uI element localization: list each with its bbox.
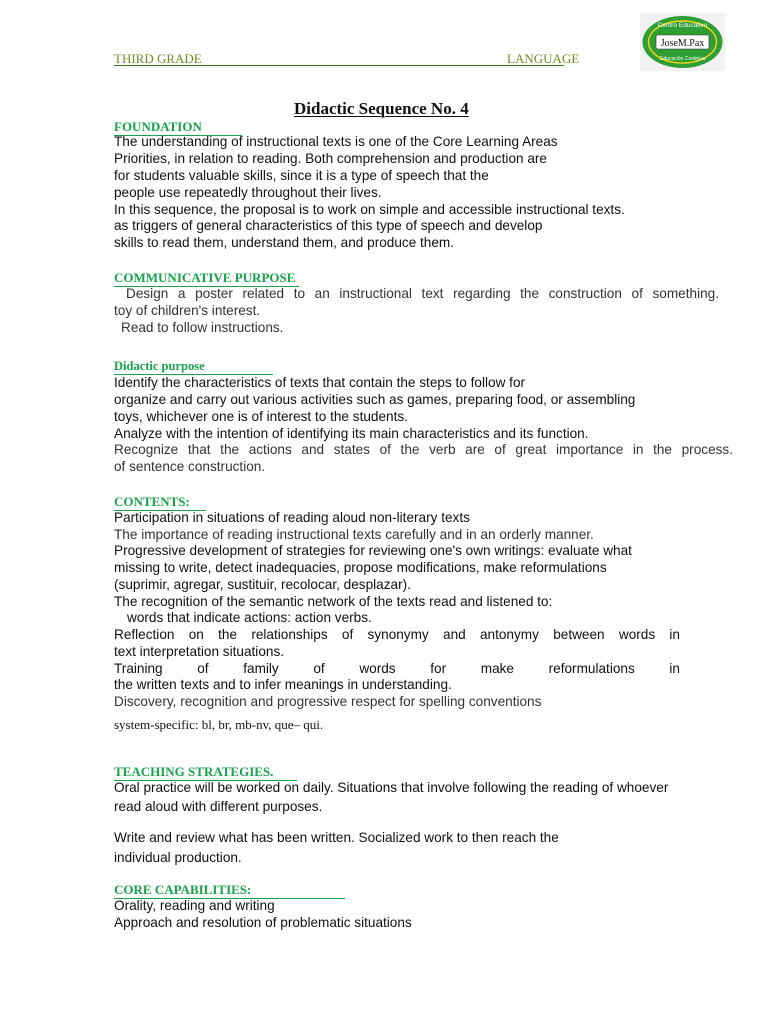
communicative-purpose-heading: COMMUNICATIVE PURPOSE	[114, 270, 299, 287]
didactic-purpose-line: organize and carry out various activities such as games, preparing food, or assembling	[114, 392, 636, 407]
foundation-line: as triggers of general characteristics of this type of speech and develop	[114, 218, 543, 233]
foundation-line: The understanding of instructional texts is one of the Core Learning Areas	[114, 134, 558, 149]
school-logo	[640, 13, 725, 71]
didactic-purpose-line: Recognize that the actions and states of the verb are of great importance in the process.	[114, 442, 733, 457]
contents-line: Participation in situations of reading aloud non-literary texts	[114, 510, 470, 525]
teaching-strategies-line: individual production.	[114, 850, 242, 865]
core-capabilities-heading: CORE CAPABILITIES:	[114, 882, 345, 899]
didactic-purpose-line: of sentence construction.	[114, 459, 266, 474]
grade-label: THIRD GRADE	[114, 51, 202, 66]
contents-line: Discovery, recognition and progressive respect for spelling conventions	[114, 694, 542, 709]
contents-line: text interpretation situations.	[114, 644, 285, 659]
contents-line: Reflection on the relationships of synonymy and antonymy between words in	[114, 627, 680, 642]
teaching-strategies-heading: TEACHING STRATEGIES.	[114, 764, 297, 781]
core-capabilities-line: Approach and resolution of problematic situations	[114, 915, 412, 930]
didactic-purpose-line: toys, whichever one is of interest to the students.	[114, 409, 408, 424]
teaching-strategies-line: read aloud with different purposes.	[114, 799, 323, 814]
contents-heading: CONTENTS:	[114, 494, 206, 511]
didactic-purpose-line: Analyze with the intention of identifying its main characteristics and its function.	[114, 426, 589, 441]
teaching-strategies-line: Write and review what has been written. Socialized work to then reach the	[114, 830, 559, 845]
logo-bottom-text: Educación Continua	[660, 56, 705, 62]
foundation-line: Priorities, in relation to reading. Both comprehension and production are	[114, 151, 547, 166]
didactic-purpose-heading: Didactic purpose	[114, 359, 273, 375]
logo-top-text: Centro Educativo	[657, 22, 708, 29]
didactic-purpose-line: Identify the characteristics of texts that contain the steps to follow for	[114, 375, 526, 390]
communicative-purpose-line: Design a poster related to an instructional text regarding the construction of something.	[126, 286, 719, 301]
contents-line: Training of family of words for make reformulations in	[114, 661, 680, 676]
foundation-line: people use repeatedly throughout their lives.	[114, 185, 382, 200]
foundation-line: skills to read them, understand them, and produce them.	[114, 235, 455, 250]
contents-line: (suprimir, agregar, sustituir, recolocar, desplazar).	[114, 577, 411, 592]
communicative-purpose-line: toy of children's interest.	[114, 303, 261, 318]
contents-line: The importance of reading instructional texts carefully and in an orderly manner.	[114, 527, 594, 542]
contents-line: words that indicate actions: action verbs.	[127, 610, 372, 625]
teaching-strategies-line: Oral practice will be worked on daily. Situations that involve following the reading of whoever	[114, 780, 669, 795]
document-title: Didactic Sequence No. 4	[294, 99, 469, 118]
foundation-heading: FOUNDATION	[114, 119, 242, 136]
communicative-purpose-line: Read to follow instructions.	[121, 320, 284, 335]
core-capabilities-line: Orality, reading and writing	[114, 898, 275, 913]
contents-line: missing to write, detect inadequacies, propose modifications, make reformulations	[114, 560, 607, 575]
foundation-line: In this sequence, the proposal is to work on simple and accessible instructional texts.	[114, 202, 625, 217]
contents-line: The recognition of the semantic network of the texts read and listened to:	[114, 594, 553, 609]
subject-label: LANGUAGE	[507, 51, 580, 66]
contents-line: Progressive development of strategies for reviewing one's own writings: evaluate what	[114, 543, 632, 558]
foundation-line: for students valuable skills, since it is a type of speech that the	[114, 168, 489, 183]
contents-line: system-specific: bl, br, mb-nv, que– qui.	[114, 717, 324, 732]
logo-name: JoseM.Pax	[660, 38, 705, 49]
contents-line: the written texts and to infer meanings in understanding.	[114, 677, 452, 692]
